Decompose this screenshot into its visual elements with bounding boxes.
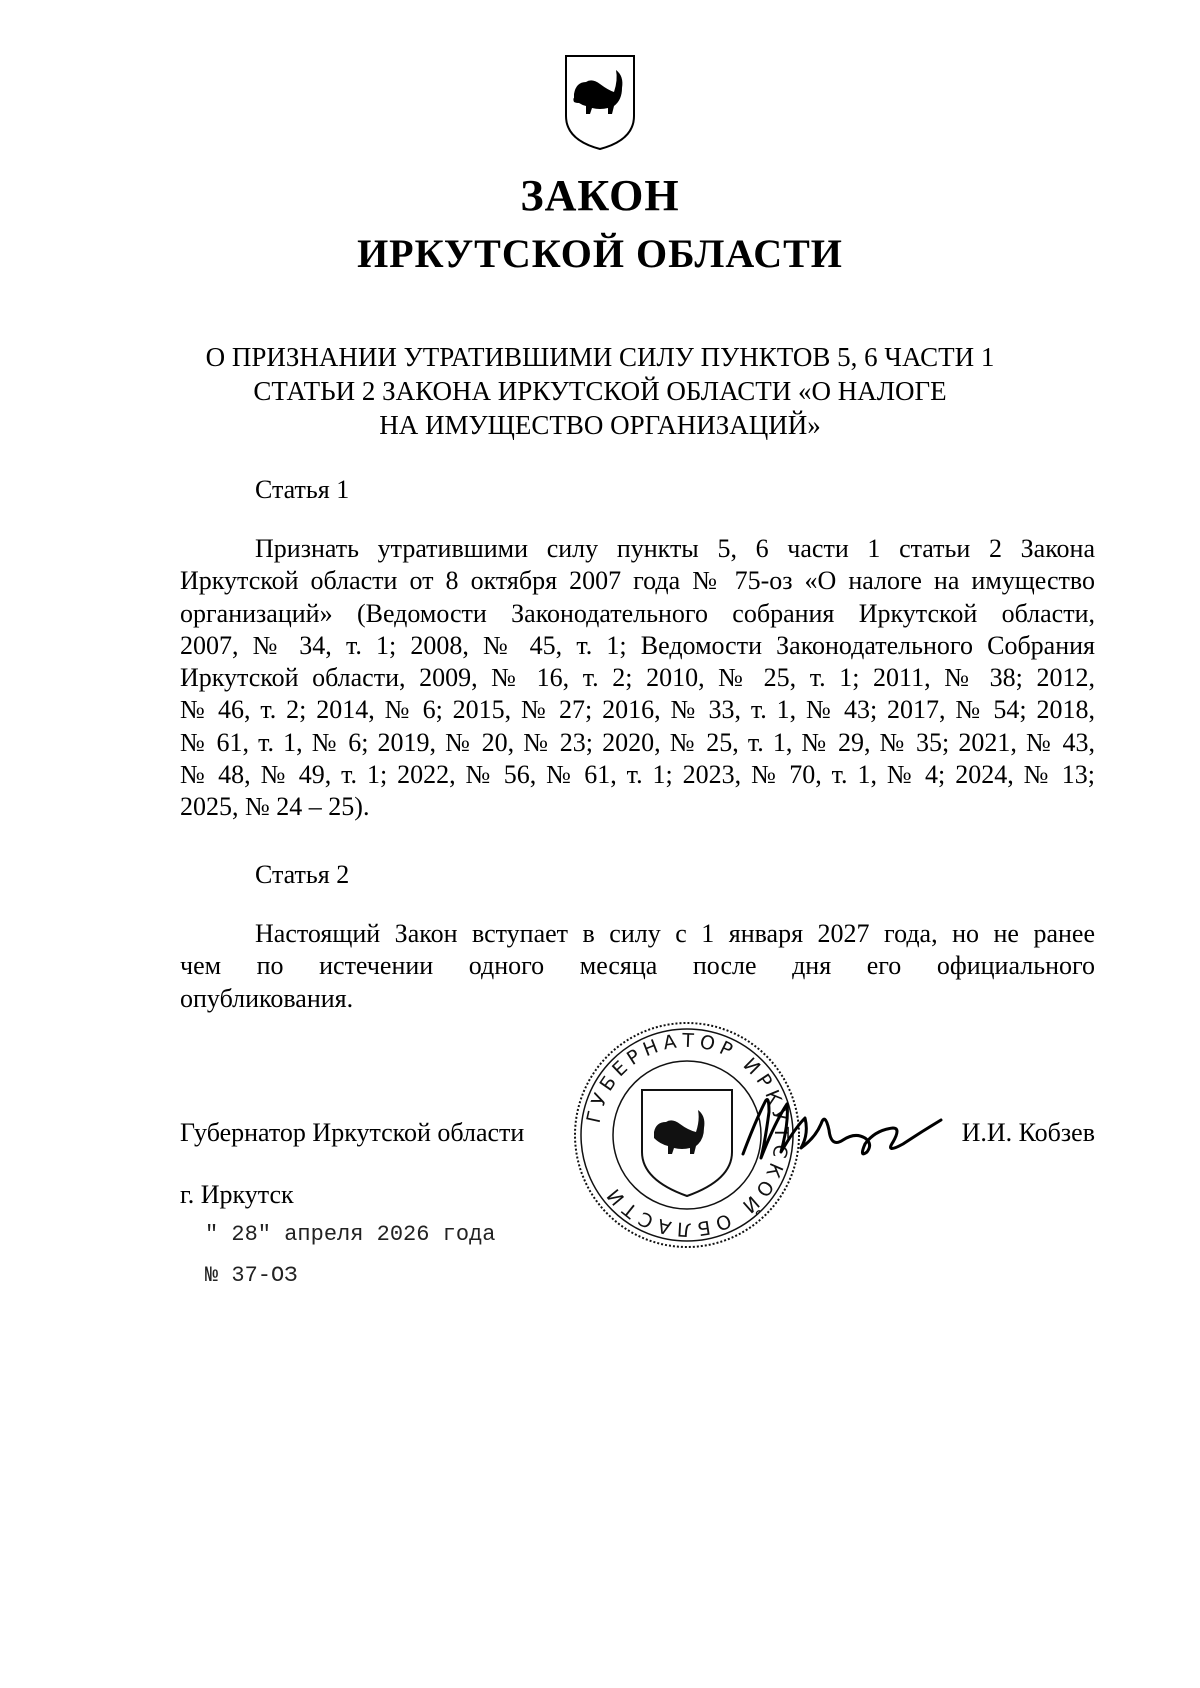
article-1-heading: Статья 1 [255, 475, 350, 504]
law-region-title: ИРКУТСКОЙ ОБЛАСТИ [357, 231, 843, 276]
text-line: опубликования. [180, 983, 354, 1013]
signatory-name: И.И. Кобзев [961, 1118, 1095, 1147]
irkutsk-coat-of-arms-icon [562, 52, 638, 152]
text-line: № 48, № 49, т. 1; 2022, № 56, № 61, т. 1; 2023, № 70, т. 1, № 4; 2024, № 13; [180, 760, 1095, 790]
law-number: № 37-ОЗ [205, 1263, 298, 1288]
subject-line: О ПРИЗНАНИИ УТРАТИВШИМИ СИЛУ ПУНКТОВ 5, 6 ЧАСТИ 1 [205, 342, 995, 372]
text-line: 2007, № 34, т. 1; 2008, № 45, т. 1; Ведомости Законодательного Собрания [180, 630, 1095, 660]
law-subject [180, 340, 1020, 442]
subject-line: СТАТЬИ 2 ЗАКОНА ИРКУТСКОЙ ОБЛАСТИ «О НАЛОГЕ [253, 376, 947, 406]
article-1-text [180, 533, 1095, 824]
text-line: Иркутской области от 8 октября 2007 года № 75-оз «О налоге на имущество [180, 566, 1095, 596]
signatory-position: Губернатор Иркутской области [180, 1118, 525, 1147]
svg-text:ГУБЕРНАТОР ИРКУТСКОЙ ОБЛАСТИ: ГУБЕРНАТОР ИРКУТСКОЙ ОБЛАСТИ [582, 1029, 793, 1241]
article-2-text [180, 918, 1095, 1015]
signing-city: г. Иркутск [180, 1180, 294, 1209]
text-line: 2025, № 24 – 25). [180, 792, 370, 822]
signing-date: " 28" апреля 2026 года [205, 1222, 496, 1247]
text-line: организаций» (Ведомости Законодательного собрания Иркутской области, [180, 598, 1095, 628]
law-title: ЗАКОН [520, 171, 680, 220]
text-line: № 46, т. 2; 2014, № 6; 2015, № 27; 2016, № 33, т. 1, № 43; 2017, № 54; 2018, [180, 695, 1095, 725]
text-line: чем по истечении одного месяца после дня его официального [180, 951, 1095, 981]
handwritten-signature-icon [735, 1082, 950, 1172]
text-line: № 61, т. 1, № 6; 2019, № 20, № 23; 2020, № 25, т. 1, № 29, № 35; 2021, № 43, [180, 727, 1095, 757]
text-line: Иркутской области, 2009, № 16, т. 2; 2010, № 25, т. 1; 2011, № 38; 2012, [180, 663, 1095, 693]
article-2-heading: Статья 2 [255, 860, 350, 889]
text-line: Настоящий Закон вступает в силу с 1 января 2027 года, но не ранее [255, 919, 1095, 948]
text-line: Признать утратившими силу пункты 5, 6 части 1 статьи 2 Закона [255, 534, 1095, 563]
subject-line: НА ИМУЩЕСТВО ОРГАНИЗАЦИЙ» [379, 410, 821, 440]
